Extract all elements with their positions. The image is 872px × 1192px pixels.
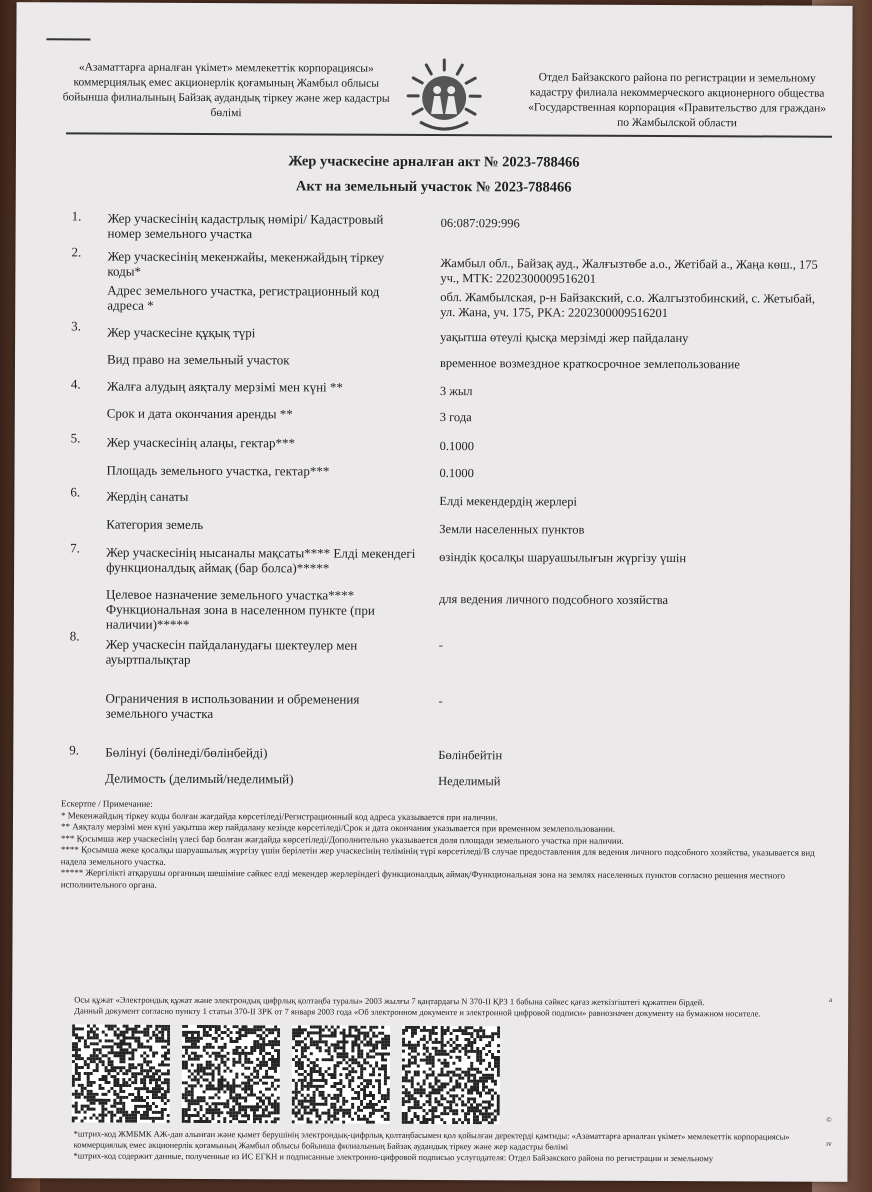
government-corporation-logo-icon [404,56,484,136]
row-value: - [438,638,443,653]
row-label: Целевое назначение земельного участка**** Функциональная зона в населенном пункте (при наличии)***** [105,586,375,632]
row-number: 3. [71,318,81,334]
note-item: **** Қосымша жеке қосалқы шаруашылық жүргізу үшін берілетін жер учаскесінің телімінің түрі көрсетіледі/В случае предоставления для ведения личного подсобного хозяйства, указывается вид надела земельного участка. [60,844,815,867]
row-label: Жер учаскесінің алаңы, гектар*** [106,434,296,451]
row-value: 0.1000 [439,466,474,481]
row-number: 9. [69,742,80,758]
row-value: Елді мекендердің жерлері [439,494,577,509]
qr-code-4 [402,1026,500,1124]
qr-code-1 [72,1024,170,1122]
row-number: 4. [70,376,81,392]
esign-kz: Осы құжат «Электрондық құжат және электрондық цифрлық қолтаңба туралы» 2003 жылғы 7 қаңтардағы N 370-II ҚРЗ 1 бабына сәйкес қағаз жеткізгіштегі құжатпен бірдей. [74,994,705,1008]
row-label: Жер учаскесінің нысаналы мақсаты**** Елді мекендегі функционалдық аймақ (бар болса)***** [106,544,416,576]
row-label: Жердің санаты [106,488,189,504]
row-number: 5. [70,430,81,446]
row-label: Жер учаскесін пайдаланудағы шектеулер мен ауыртпалықтар [105,636,358,667]
qr-code-2 [182,1025,280,1123]
row-number: 8. [69,628,80,644]
title-kz: Жер учаскесіне арналған акт № 2023-788466 [288,153,580,171]
row-value: Земли населенных пунктов [439,522,585,537]
row-value: для ведения личного подсобного хозяйства [438,592,669,608]
side-mark: © [826,1115,832,1124]
note-item: ***** Жергілікті атқарушы органның шешіміне сәйкес елді мекендер жерлеріндегі функционалдық аймақ/Функциональная зона на землях населенных пунктов согласно решения местного исполнительного органа. [60,867,786,890]
esign-ru: Данный документ согласно пункту 1 статьи 370-II ЗРК от 7 января 2003 года «Об электронном документе и электронной цифровой подписи» равнозначен документу на бумажном носителе. [74,1005,761,1019]
header-right-org: Отдел Байзакского района по регистрации и земельному кадастру филиала некоммерческого акционерного общества «Государственная корпорация «Правительство для граждан» по Жамбылской области [528,71,827,130]
row-value: уақытша өтеулі қысқа мерзімді жер пайдалану [440,330,689,346]
notes-heading: Ескертпе / Примечание: [61,798,153,809]
document-page [11,2,852,1182]
row-label: Жер учаскесінің мекенжайы, мекенжайдың тіркеу коды* [107,248,385,279]
row-value: Бөлінбейтін [438,748,503,763]
row-value: 3 года [439,410,472,425]
row-value: 0.1000 [439,439,475,454]
barcode-footer [74,1128,834,1164]
row-value: 3 жыл [439,384,473,399]
footer-kz: *штрих-код ЖМБМК АЖ-дан алынған және қымет берушінің электрондық-цифрлық қолтаңбасымен қол қойылған деректерді қамтиды: «Азаматтарға арналған үкімет» мемлекеттік корпорациясы» коммерциялық емес акционерлік қоғамының Жамбыл облысы бойынша филиалының Байзақ аудандық тіркеу және жер кадастры бөлімі [73,1128,790,1152]
row-label: Ограничения в использовании и обременения земельного участка [105,690,360,722]
note-item: *** Қосымша жер учаскесінің үлесі бар болған жағдайда көрсетіледі/Дополнительно указывается доля площади земельного участка при наличии. [60,832,624,846]
row-label: Категория земель [106,516,204,533]
row-number: 7. [70,540,80,556]
note-item: * Мекенжайдың тіркеу коды болған жағдайда көрсетіледі/Регистрационный код адреса указывается при наличии. [61,809,498,822]
row-label: Вид право на земельный участок [106,351,290,368]
header-left-org: «Азаматтарға арналған үкімет» мемлекеттік корпорациясы» коммерциялық емес акционерлік қоғамының Жамбыл облысы бойынша филиалының Байзақ аудандық тіркеу және жер кадастры бөлімі [62,61,390,120]
note-item: ** Аяқталу мерзімі мен күні уақытша жер пайдалану кезінде көрсетіледі/Срок и дата окончания указывается при временном землепользовании. [60,821,616,834]
row-value: 06:087:029:996 [440,216,520,231]
row-number: 2. [71,244,82,260]
row-value: өзіндік қосалқы шаруашылығын жүргізу үшін [439,550,687,566]
row-label: Срок и дата окончания аренды ** [106,405,293,422]
row-label: Жер учаскесінің кадастрлық нөмірі/ Кадастровый номер земельного участка [107,210,384,242]
row-number: 1. [71,208,82,224]
qr-code-3 [292,1025,390,1123]
row-label: Делимость (делимый/неделимый) [105,770,294,787]
footer-ru: *штрих-код содержит данные, полученные из ИС ЕГКН и подписанные электронно-цифровой подписью услугодателя: Отдел Байзакского района по регистрации и земельному [73,1150,714,1164]
title-ru: Акт на земельный участок № 2023-788466 [295,178,572,196]
row-label: Жалға алудың аяқталу мерзімі мен күні ** [106,378,343,395]
notes-section [61,798,841,893]
row-label: Адрес земельного участка, регистрационный код адреса * [107,282,380,313]
row-value: обл. Жамбылская, р-н Байзакский, с.о. Жалгызтобинский, с. Жетыбай, ул. Жана, уч. 175, РКА: 2202300009516201 [440,290,816,321]
esign-statement [74,994,824,1019]
side-mark: а [829,995,833,1004]
row-value: Неделимый [438,774,501,789]
header-divider [66,132,832,137]
row-value: временное возмездное краткосрочное землепользование [439,356,740,372]
row-value: - [438,694,443,709]
row-label: Площадь земельного участка, гектар*** [106,462,330,479]
row-number: 6. [70,484,81,500]
row-label: Бөлінуі (бөлінеді/бөлінбейді) [105,744,268,761]
row-value: Жамбыл обл., Байзақ ауд., Жалғызтөбе а.о., Жетібай а., Жаңа көш., 175 уч., МТК: 2202300009516201 [440,256,818,286]
row-label: Жер учаскесіне құқық түрі [107,324,256,341]
side-mark: ıv [826,1139,832,1148]
top-rule [46,38,90,40]
